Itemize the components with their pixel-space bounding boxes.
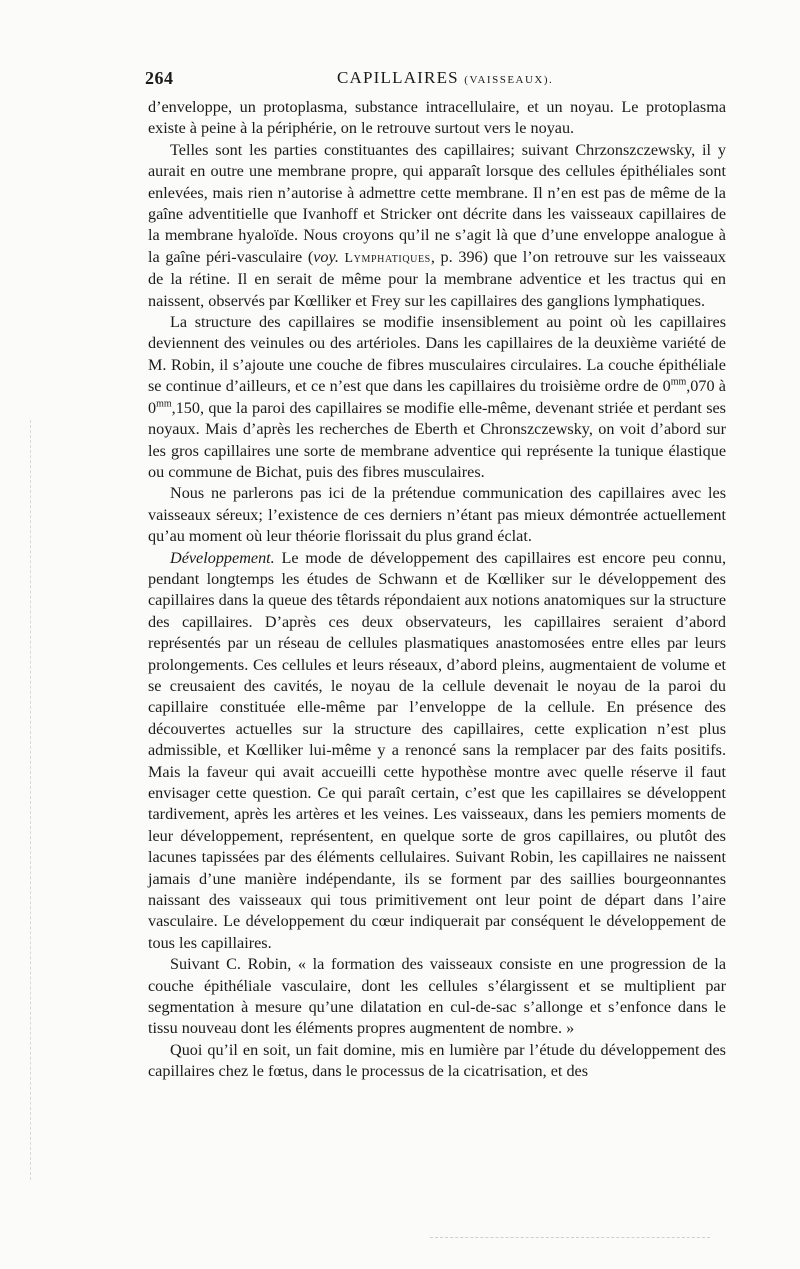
paragraph-1: d’enveloppe, un protoplasma, substance intracellulaire, et un noyau. Le protoplasma existe à peine à la périphérie, on le retrouve surtout vers le noyau. bbox=[148, 98, 726, 138]
paragraph-6: Suivant C. Robin, « la formation des vaisseaux consiste en une progression de la couche épithéliale vasculaire, dont les cellules s’élargissent et se multiplient par segmentation à mesure qu’une dilatation en cul-de-sac s’allonge et s’enfonce dans le tissu nouveau dont les éléments propres augmentent de nombre. » bbox=[148, 955, 726, 1038]
paragraph-5-text: Le mode de développement des capillaires est encore peu connu, pendant longtemps les études de Schwann et de Kœlliker sur le développement des capillaires dans la queue des têtards répondaient aux notions anatomiques sur la structure des capillaires. D’après ces deux observateurs, les capillaires seraient d’abord représentés par un réseau de cellules plasmatiques anastomosées entre elles par leurs prolongements. Ces cellules et leurs réseaux, d’abord pleins, augmentaient de volume et se creusaient des cavités, le noyau de la cellule devenait le noyau de la paroi du capillaire constituée elle-même par l’enveloppe de la cellule. En présence des découvertes actuelles sur la structure des capillaires, cette explication n’est plus admissible, et Kœlliker lui-même y a renoncé sans la remplacer par des faits positifs. Mais la faveur qui avait accueilli cette hypothèse montre avec quelle réserve il faut envisager cette question. Ce qui paraît certain, c’est que les capillaires se développent tardivement, après les artères et les veines. Les vaisseaux, dans les pemiers moments de leur développement, représentent, en quelque sorte de gros capillaires, ou plutôt des lacunes tapissées par des éléments cellulaires. Suivant Robin, les capillaires ne naissent jamais d’une manière indépendante, ils se forment par des saillies bourgeonnantes naissant des vaisseaux qui tous primitivement ont leur point de départ dans l’aire vasculaire. Le développement du cœur indiquerait par conséquent le développement de tous les capillaires. bbox=[148, 548, 726, 952]
paragraph-7: Quoi qu’il en soit, un fait domine, mis en lumière par l’étude du développement des capillaires chez le fœtus, dans le processus de la cicatrisation, et des bbox=[148, 1040, 726, 1081]
voy-reference: voy. bbox=[313, 247, 339, 266]
page-header bbox=[145, 68, 725, 94]
page-number: 264 bbox=[145, 68, 174, 88]
paragraph-3-text-a: La structure des capillaires se modifie insensiblement au point où les capillaires deviennent des veinules ou des artérioles. Dans les capillaires de la deuxième variété de M. Robin, il s’ajoute une couche de fibres musculaires circulaires. La couche épithéliale se continue d’ailleurs, et ce n’est que dans les capillaires du troisième ordre de 0 bbox=[148, 313, 726, 396]
unit-mm-1: mm bbox=[670, 376, 687, 388]
body-text bbox=[148, 97, 726, 1083]
unit-mm-2: mm bbox=[156, 398, 172, 410]
lymphatiques-reference: Lymphatiques bbox=[344, 250, 431, 266]
paragraph-3-text-b: ,070 à 0 bbox=[148, 377, 726, 417]
paragraph-3-text-c: ,150, que la paroi des capillaires se modifie elle-même, devenant striée et perdant ses noyaux. Mais d’après les recherches de Eberth et Chronszczewsky, on voit d’abord sur les gros capillaires une sorte de membrane adventice qui représente la tunique élastique ou commune de Bichat, puis des fibres musculaires. bbox=[148, 398, 726, 481]
paragraph-2 bbox=[148, 140, 726, 312]
paragraph-2-text-a: Telles sont les parties constituantes des capillaires; suivant Chrzonszczewsky, il y aurait en outre une membrane propre, qui apparaît lorsque des cellules épithéliales sont enlevées, mais rien n’autorise à admettre cette membrane. Il n’en est pas de même de la gaîne adventitielle que Ivanhoff et Stricker ont décrite dans les vaisseaux capillaires de la membrane hyaloïde. Nous croyons qu’il ne s’agit là que d’une enveloppe analogue à la gaîne péri-vasculaire ( bbox=[148, 140, 726, 266]
running-head bbox=[337, 68, 553, 88]
scan-bottom-artifact bbox=[430, 1237, 710, 1238]
scan-margin-artifact bbox=[30, 420, 31, 1180]
section-heading-developpement: Développement. bbox=[170, 548, 275, 567]
paragraph-4: Nous ne parlerons pas ici de la prétendue communication des capillaires avec les vaisseaux séreux; l’existence de ces derniers n’étant pas mieux démontrée actuellement qu’au moment où leur théorie florissait du plus grand éclat. bbox=[148, 484, 726, 546]
running-head-subtitle: (VAISSEAUX). bbox=[464, 74, 554, 86]
paragraph-3 bbox=[148, 312, 726, 483]
paragraph-5 bbox=[148, 548, 726, 955]
paragraph-2-text-b: , p. 396) que l’on retrouve sur les vaisseaux de la rétine. Il en serait de même pour la membrane adventice et les tractus qui en naissent, observés par Kœlliker et Frey sur les capillaires des ganglions lymphatiques. bbox=[148, 247, 727, 310]
running-head-title: CAPILLAIRES bbox=[337, 68, 459, 87]
